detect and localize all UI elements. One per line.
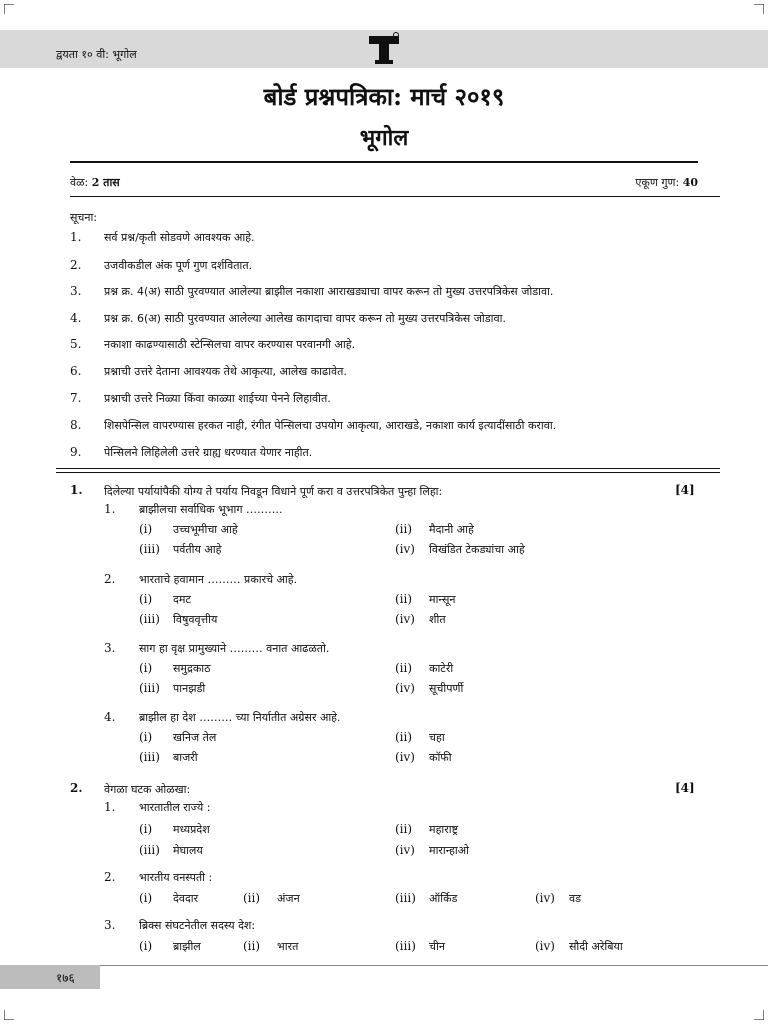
sub-question-number: 3. [104,641,116,655]
option-text: पर्वतीय आहे [173,543,222,556]
page-number: १७६ [56,971,75,985]
option-label: (iii) [395,939,416,953]
publisher-logo-icon [366,30,402,68]
instructions-heading: सूचना: [70,211,98,224]
option-text: खनिज तेल [173,731,217,744]
instruction-number: 5. [70,337,82,351]
option-label: (iv) [395,750,415,764]
option-label: (ii) [395,592,413,606]
option-text: चीन [429,940,445,953]
instruction-text: प्रश्न क्र. 6(अ) साठी पुरवण्यात आलेल्या आलेख कागदाचा वापर करून तो मुख्य उत्तरपत्रिकेस जोडावा. [104,312,506,325]
question-marks: [4] [675,483,695,497]
option-text: मारान्हाओ [429,844,470,857]
instruction-number: 1. [70,230,82,244]
option-label: (iii) [139,542,160,556]
sub-question-text: भारतीय वनस्पती : [139,871,213,884]
instruction-number: 9. [70,445,82,459]
option-text: पानझडी [173,682,206,695]
instruction-text: प्रश्न क्र. 4(अ) साठी पुरवण्यात आलेल्या ब्राझील नकाशा आराखड्याचा वापर करून तो मुख्य उत्तरपत्रिकेस जोडावा. [104,285,554,298]
sub-question-number: 2. [104,572,116,586]
option-text: मैदानी आहे [429,523,474,536]
running-title: द्वयता १० वी: भूगोल [56,48,137,61]
sub-question-number: 4. [104,710,116,724]
sub-question-number: 1. [104,800,116,814]
option-text: ऑर्किड [429,892,458,905]
meta-rule [70,196,720,197]
section-rule [56,468,720,469]
sub-question-number: 1. [104,502,116,516]
option-text: काटेरी [429,662,454,675]
option-label: (ii) [395,522,413,536]
sub-question-text: भारतातील राज्ये : [139,801,211,814]
option-label: (i) [139,661,153,675]
instruction-text: उजवीकडील अंक पूर्ण गुण दर्शवितात. [104,259,253,272]
option-label: (i) [139,522,153,536]
option-text: सौदी अरेबिया [569,940,623,953]
option-text: महाराष्ट्र [429,823,459,836]
sub-question-text: ब्राझीलचा सर्वाधिक भूभाग ………. [139,503,283,516]
question-marks: [4] [675,781,695,795]
instruction-number: 8. [70,418,82,432]
footer-rule [100,965,768,966]
instruction-text: पेन्सिलने लिहिलेली उत्तरे ग्राह्य धरण्यात येणार नाहीत. [104,446,313,459]
sub-question-number: 2. [104,870,116,884]
option-label: (iv) [535,939,555,953]
option-text: विखंडित टेकड्यांचा आहे [429,543,525,556]
option-text: शीत [429,613,446,626]
option-label: (iv) [395,843,415,857]
crop-mark-icon [4,1010,14,1020]
total-marks: एकूण गुण: 40 [635,176,698,189]
option-label: (iii) [395,891,416,905]
time-allowed: वेळ: 2 तास [70,176,120,189]
crop-mark-icon [754,1010,764,1020]
option-text: मेघालय [173,844,203,857]
instruction-number: 6. [70,364,82,378]
option-text: मध्यप्रदेश [173,823,210,836]
sub-question-number: 3. [104,918,116,932]
option-text: समुद्रकाठ [173,662,211,675]
option-text: सूचीपर्णी [429,682,464,695]
instruction-number: 3. [70,284,82,298]
instruction-number: 2. [70,258,82,272]
sub-question-text: ब्रिक्स संघटनेतील सदस्य देश: [139,919,256,932]
option-text: कॉफी [429,751,452,764]
option-label: (i) [139,822,153,836]
option-label: (i) [139,592,153,606]
option-text: देवदार [173,892,199,905]
question-number: 1. [70,483,83,497]
instruction-text: प्रश्नाची उत्तरे निळ्या किंवा काळ्या शाईच्या पेनने लिहावीत. [104,392,331,405]
option-label: (iv) [535,891,555,905]
option-label: (iv) [395,681,415,695]
sub-question-text: ब्राझील हा देश ……… च्या निर्यातीत अग्रेसर आहे. [139,711,341,724]
crop-mark-icon [4,4,14,14]
option-label: (ii) [395,661,413,675]
option-label: (ii) [243,939,261,953]
option-text: अंजन [277,892,300,905]
option-text: बाजरी [173,751,198,764]
option-label: (iii) [139,843,160,857]
instruction-text: शिसपेन्सिल वापरण्यास हरकत नाही, रंगीत पेन्सिलचा उपयोग आकृत्या, आराखडे, नकाशा कार्य इत्यादींसाठी करावा. [104,419,557,432]
option-text: भारत [277,940,299,953]
instruction-text: सर्व प्रश्न/कृती सोडवणे आवश्यक आहे. [104,231,255,244]
option-label: (iii) [139,750,160,764]
instruction-number: 7. [70,391,82,405]
section-rule [56,472,720,473]
option-label: (iii) [139,612,160,626]
sub-question-text: साग हा वृक्ष प्रामुख्याने ……… वनात आढळतो. [139,642,330,655]
option-text: विषुववृत्तीय [173,613,218,626]
question-number: 2. [70,781,83,795]
option-label: (ii) [243,891,261,905]
sub-question-text: भारताचे हवामान ……… प्रकारचे आहे. [139,573,298,586]
option-text: चहा [429,731,445,744]
option-label: (i) [139,939,153,953]
crop-mark-icon [754,4,764,14]
title-rule [70,161,698,163]
option-label: (ii) [395,730,413,744]
instruction-text: प्रश्नाची उत्तरे देताना आवश्यक तेथे आकृत्या, आलेख काढावेत. [104,365,347,378]
option-text: मान्सून [429,593,456,606]
question-text: वेगळा घटक ओळखा: [104,783,191,796]
footer-band [0,965,100,989]
option-label: (i) [139,891,153,905]
option-label: (ii) [395,822,413,836]
option-label: (i) [139,730,153,744]
subject-title: भूगोल [359,125,409,151]
question-text: दिलेल्या पर्यायांपैकी योग्य ते पर्याय निवडून विधाने पूर्ण करा व उत्तरपत्रिकेत पुन्हा लिहा: [104,485,443,498]
option-text: दमट [173,593,191,606]
instruction-number: 4. [70,311,82,325]
option-text: उच्चभूमीचा आहे [173,523,238,536]
option-label: (iii) [139,681,160,695]
instruction-text: नकाशा काढण्यासाठी स्टेन्सिलचा वापर करण्यास परवानगी आहे. [104,338,356,351]
option-text: ब्राझील [173,940,201,953]
option-label: (iv) [395,542,415,556]
page-title: बोर्ड प्रश्नपत्रिका: मार्च २०१९ [263,82,505,111]
option-text: वड [569,892,582,905]
option-label: (iv) [395,612,415,626]
